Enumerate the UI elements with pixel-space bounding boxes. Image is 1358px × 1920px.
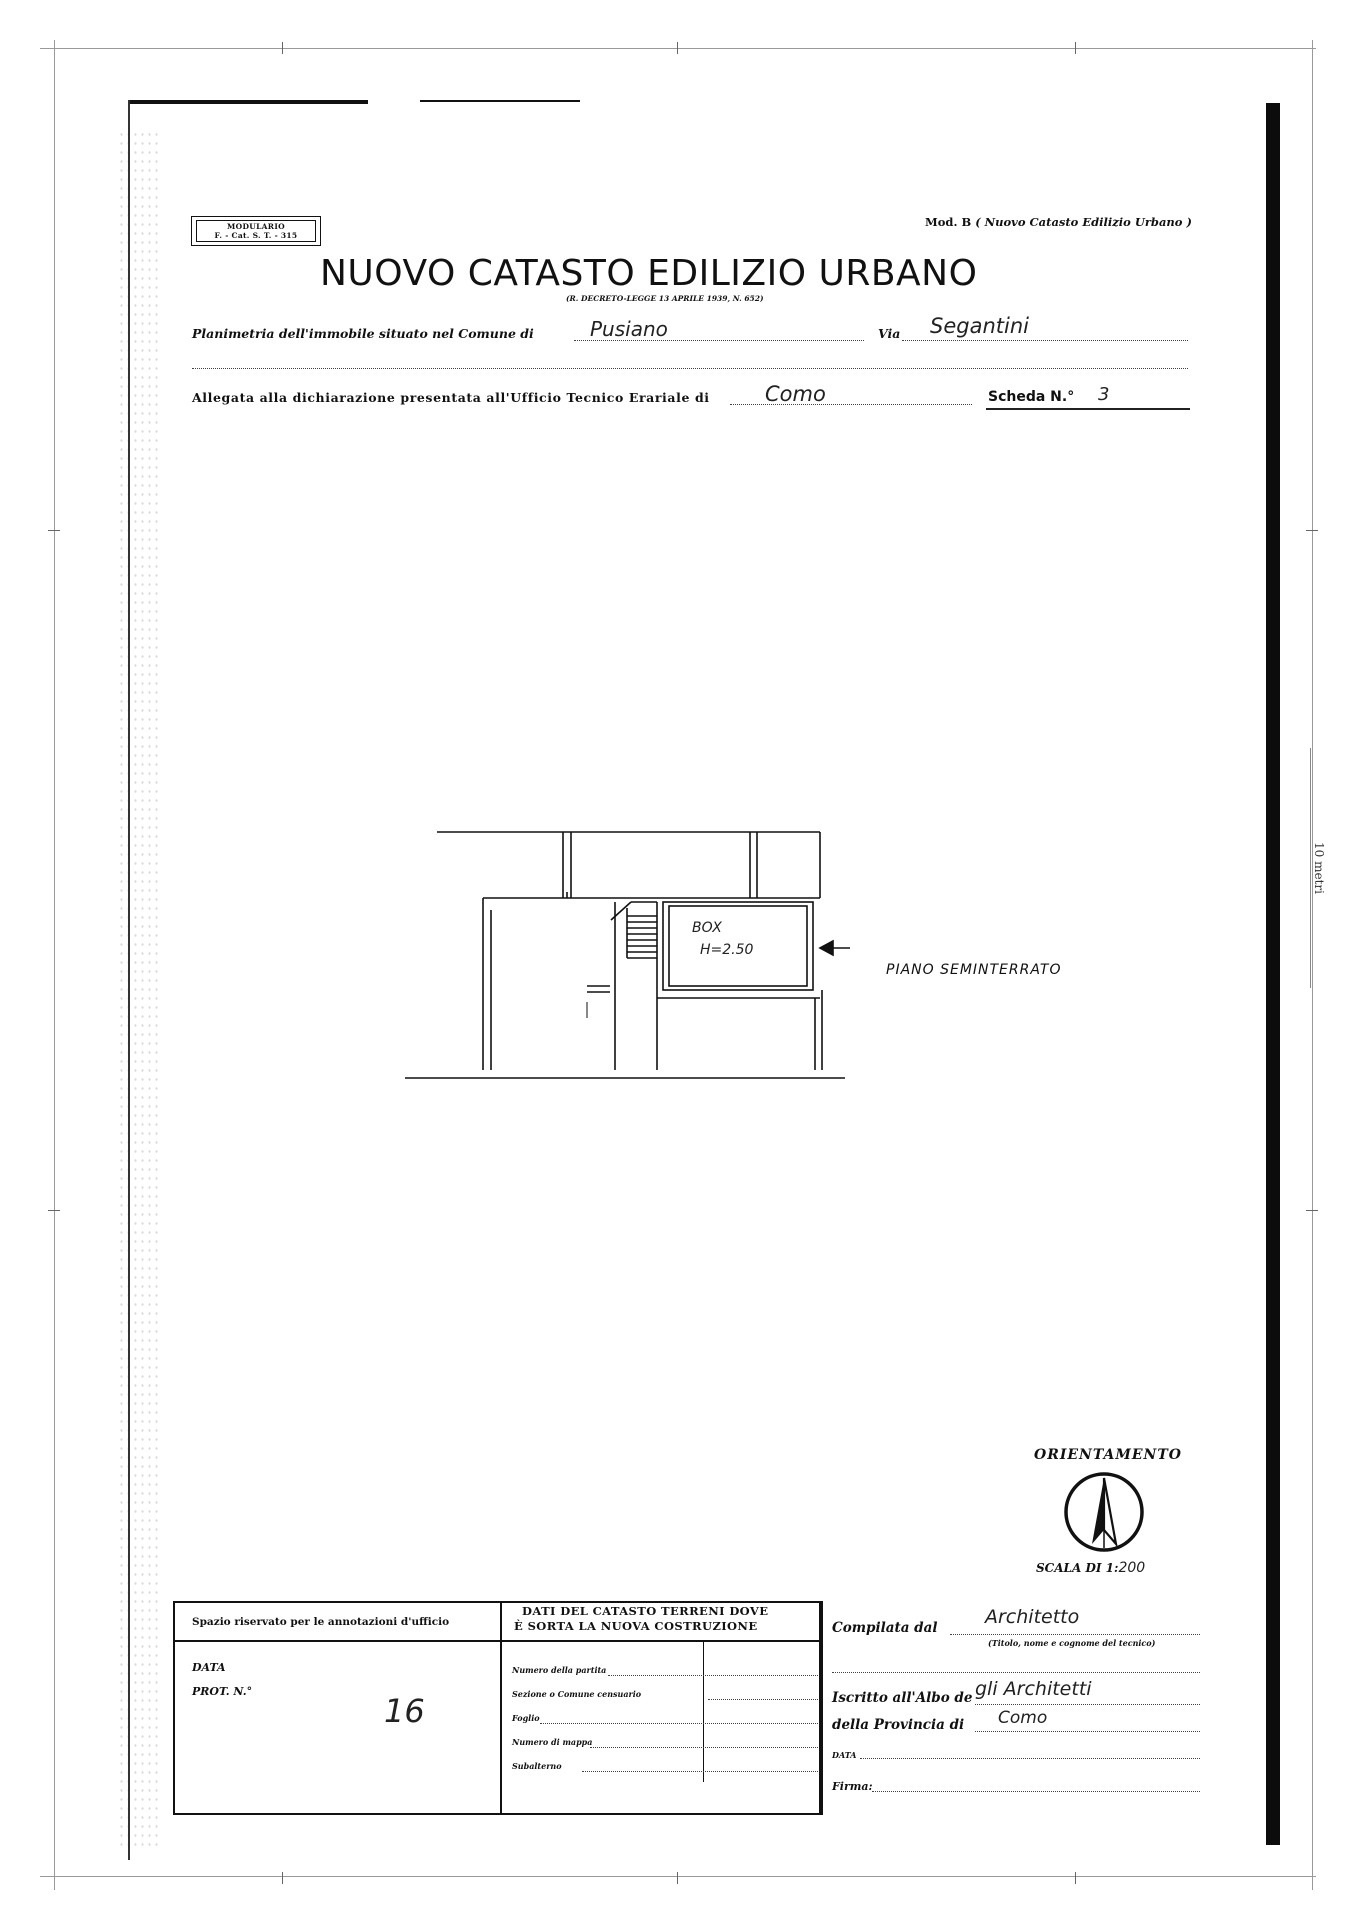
crop-frame-bottom [40,1876,1316,1877]
catasto-row-3: Foglio [512,1713,540,1723]
scale-bar-label: 10 metri [1312,842,1326,894]
scale-label: SCALA DI 1: [1036,1561,1119,1575]
footer-table [173,1601,823,1815]
orientation-title: ORIENTAMENTO [1034,1447,1182,1463]
footer-header-line [173,1640,821,1642]
crop-tick [677,1872,678,1884]
catasto-line-3 [540,1723,818,1724]
footer-divider [500,1601,502,1813]
firma-line [872,1791,1200,1792]
crop-frame-right [1312,40,1313,1890]
tecnico-note: (Titolo, nome e cognome del tecnico) [988,1638,1156,1648]
provincia-label: della Provincia di [832,1717,965,1733]
address-continuation-line [192,368,1188,369]
office-title: Spazio riservato per le annotazioni d'ufficio [192,1616,450,1628]
catasto-line-1 [608,1675,818,1676]
provincia-value: Como [998,1708,1048,1728]
catasto-line-4 [590,1747,818,1748]
crop-tick [282,1872,283,1884]
modulario-stamp [191,216,321,246]
sheet-left-edge [128,100,130,1860]
mod-b-label [925,215,1192,229]
north-arrow-icon [1062,1470,1146,1554]
allegata-label: Allegata alla dichiarazione presentata all'Ufficio Tecnico Erariale di [192,390,710,405]
catasto-title-2: È SORTA LA NUOVA COSTRUZIONE [514,1619,758,1633]
catasto-title-1: DATI DEL CATASTO TERRENI DOVE [522,1604,769,1618]
firma-label: Firma: [832,1780,873,1793]
floor-plan [395,820,875,1090]
crop-frame-left [54,40,55,1890]
albo-line [975,1704,1200,1705]
floor-label: PIANO SEMINTERRATO [886,962,1062,978]
room-label: BOX [692,920,722,936]
crop-tick [1306,530,1318,531]
compilata-value: Architetto [985,1606,1080,1628]
scale-label-row [1036,1560,1145,1576]
albo-value: gli Architetti [975,1678,1092,1700]
prot-label: PROT. N.° [192,1685,253,1698]
sheet-top-edge [420,100,580,102]
crop-tick [1306,1210,1318,1211]
comune-value: Pusiano [590,317,668,341]
crop-frame-top [40,48,1316,49]
mod-b-prefix: Mod. B [925,215,972,229]
via-value: Segantini [930,314,1029,338]
catasto-divider [703,1642,704,1782]
catasto-line-2 [708,1699,818,1700]
scheda-label: Scheda N.° [988,389,1075,405]
footer-divider [819,1601,821,1813]
document-subtitle: (R. DECRETO-LEGGE 13 APRILE 1939, N. 652) [566,294,764,303]
sheet-top-edge [128,100,368,104]
crop-tick [48,1210,60,1211]
via-label: Via [878,326,901,341]
catasto-row-4: Numero di mappa [512,1737,593,1747]
crop-tick [1075,1872,1076,1884]
sheet-right-edge [1266,103,1280,1845]
compilata-line [950,1634,1200,1635]
scale-value: 200 [1118,1560,1146,1576]
crop-tick [48,530,60,531]
room-height: H=2.50 [700,942,754,958]
scheda-value: 3 [1098,384,1110,405]
document-title: NUOVO CATASTO EDILIZIO URBANO [320,253,978,294]
prot-value: 16 [384,1692,425,1730]
compilata-label: Compilata dal [832,1620,938,1636]
modulario-line2: F. - Cat. S. T. - 315 [214,231,298,240]
mod-b-suffix: ( Nuovo Catasto Edilizio Urbano ) [975,215,1192,229]
crop-tick [1075,42,1076,54]
crop-tick [677,42,678,54]
catasto-line-5 [582,1771,818,1772]
provincia-line [975,1731,1200,1732]
scan-noise [118,130,158,1850]
scale-bar-line [1310,748,1311,988]
ufficio-value: Como [765,382,826,406]
crop-tick [282,42,283,54]
modulario-line1: MODULARIO [227,222,285,231]
data-small-line [860,1758,1200,1759]
albo-label: Iscritto all'Albo de [832,1690,973,1706]
catasto-row-2: Sezione o Comune censuario [512,1689,642,1699]
data-small-label: DATA [832,1750,857,1760]
data-label: DATA [192,1661,226,1674]
scheda-underline [986,408,1190,410]
tecnico-line [832,1672,1200,1673]
catasto-row-1: Numero della partita [512,1665,607,1675]
catasto-row-5: Subalterno [512,1761,562,1771]
via-line [902,340,1188,341]
planimetria-label: Planimetria dell'immobile situato nel Comune di [192,326,534,341]
